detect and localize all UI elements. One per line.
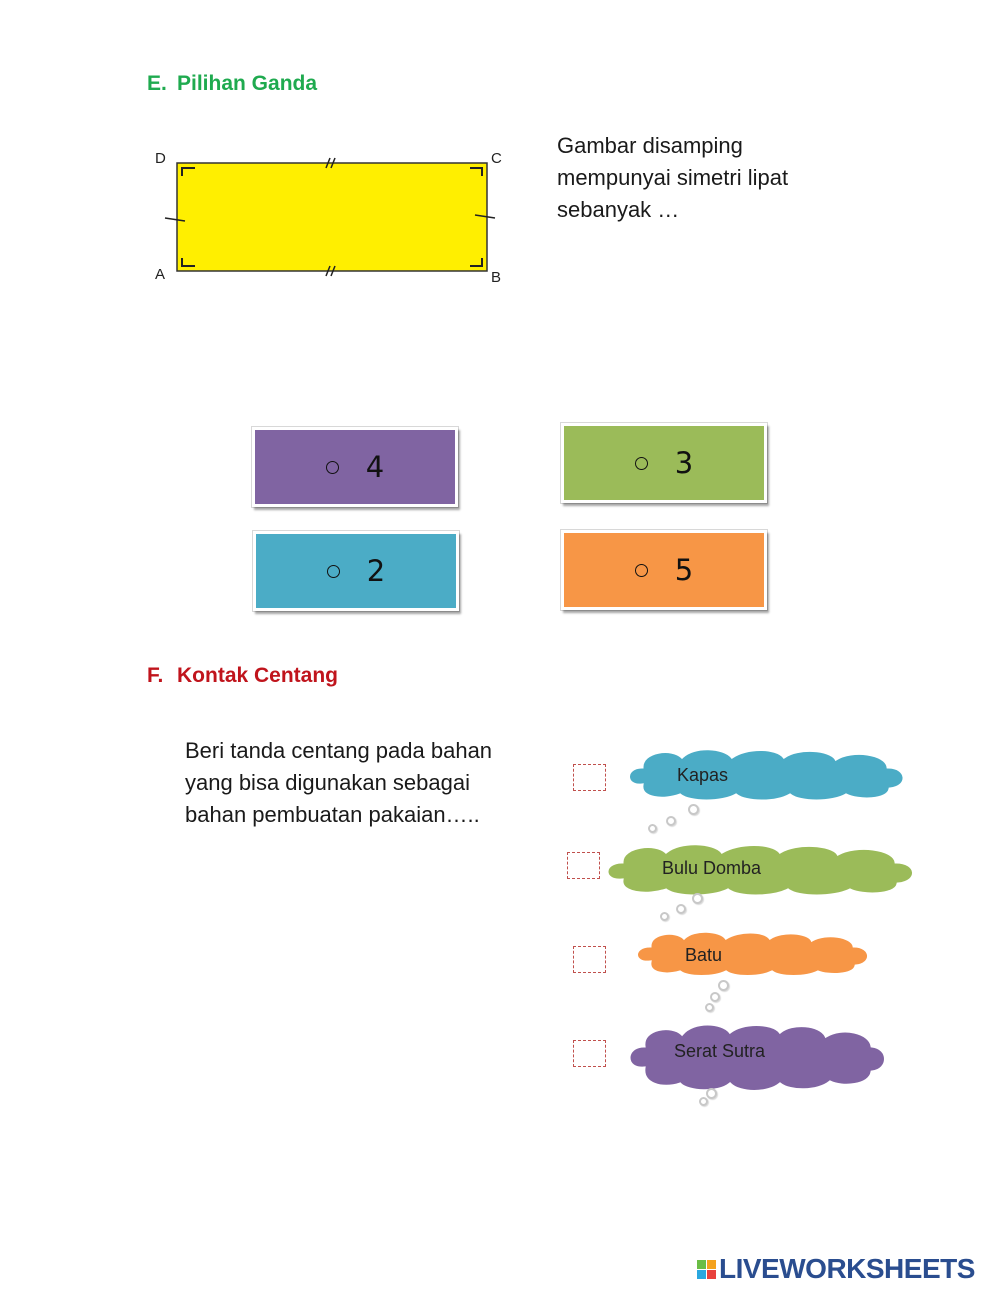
option-c[interactable]: [253, 531, 459, 611]
vertex-label-b: B: [491, 269, 502, 286]
question-e-text: Gambar disamping mempunyai simetri lipat sebanyak …: [557, 133, 789, 222]
checkbox-bulu-domba[interactable]: [567, 852, 600, 879]
cloud-label: Batu: [685, 945, 723, 965]
cloud-item-serat-sutra: [622, 1020, 890, 1095]
option-c-value: 2: [366, 554, 386, 588]
checkbox-batu[interactable]: [573, 946, 606, 973]
cloud-item-batu: [630, 928, 872, 978]
option-a-value: 4: [365, 450, 385, 484]
cloud-label: Bulu Domba: [662, 858, 762, 878]
option-d-value: 5: [674, 553, 694, 587]
thought-bubble: [648, 824, 657, 833]
vertex-label-c: C: [491, 150, 502, 167]
logo-mark-icon: [697, 1260, 716, 1279]
thought-bubble: [710, 992, 720, 1002]
thought-bubble: [688, 804, 699, 815]
radio-icon[interactable]: [326, 461, 339, 474]
section-f-title: Kontak Centang: [177, 664, 339, 687]
question-f-text: Beri tanda centang pada bahan yang bisa digunakan sebagai bahan pembuatan pakaian…..: [185, 738, 493, 827]
radio-icon[interactable]: [327, 565, 340, 578]
thought-bubble: [705, 1003, 714, 1012]
section-e-number: E.: [147, 72, 167, 95]
liveworksheets-logo: [697, 1253, 975, 1285]
checkbox-kapas[interactable]: [573, 764, 606, 791]
logo-square: [707, 1270, 716, 1279]
option-b-value: 3: [674, 446, 694, 480]
radio-icon[interactable]: [635, 564, 648, 577]
thought-bubble: [666, 816, 676, 826]
rectangle-figure: [150, 144, 520, 289]
thought-bubble: [692, 893, 703, 904]
checkbox-serat-sutra[interactable]: [573, 1040, 606, 1067]
section-e-title: Pilihan Ganda: [177, 72, 318, 95]
logo-text: LIVEWORKSHEETS: [719, 1253, 975, 1284]
section-e-heading: [147, 72, 317, 96]
thought-bubble: [706, 1088, 717, 1099]
cloud-label: Kapas: [677, 765, 729, 785]
thought-bubble: [699, 1097, 708, 1106]
logo-square: [697, 1260, 706, 1269]
option-a[interactable]: [252, 427, 458, 507]
vertex-label-d: D: [155, 150, 166, 167]
radio-icon[interactable]: [635, 457, 648, 470]
cloud-item-bulu-domba: [600, 840, 920, 898]
logo-square: [707, 1260, 716, 1269]
logo-square: [697, 1270, 706, 1279]
cloud-item-kapas: [620, 745, 908, 803]
cloud-shape: [630, 928, 872, 978]
thought-bubble: [718, 980, 729, 991]
vertex-label-a: A: [155, 266, 166, 283]
option-d[interactable]: [561, 530, 767, 610]
thought-bubble: [660, 912, 669, 921]
cloud-shape: [620, 745, 908, 803]
section-f-heading: [147, 664, 338, 688]
option-b[interactable]: [561, 423, 767, 503]
rectangle-shape: [177, 163, 487, 271]
thought-bubble: [676, 904, 686, 914]
section-f-number: F.: [147, 664, 164, 687]
cloud-label: Serat Sutra: [674, 1041, 766, 1061]
